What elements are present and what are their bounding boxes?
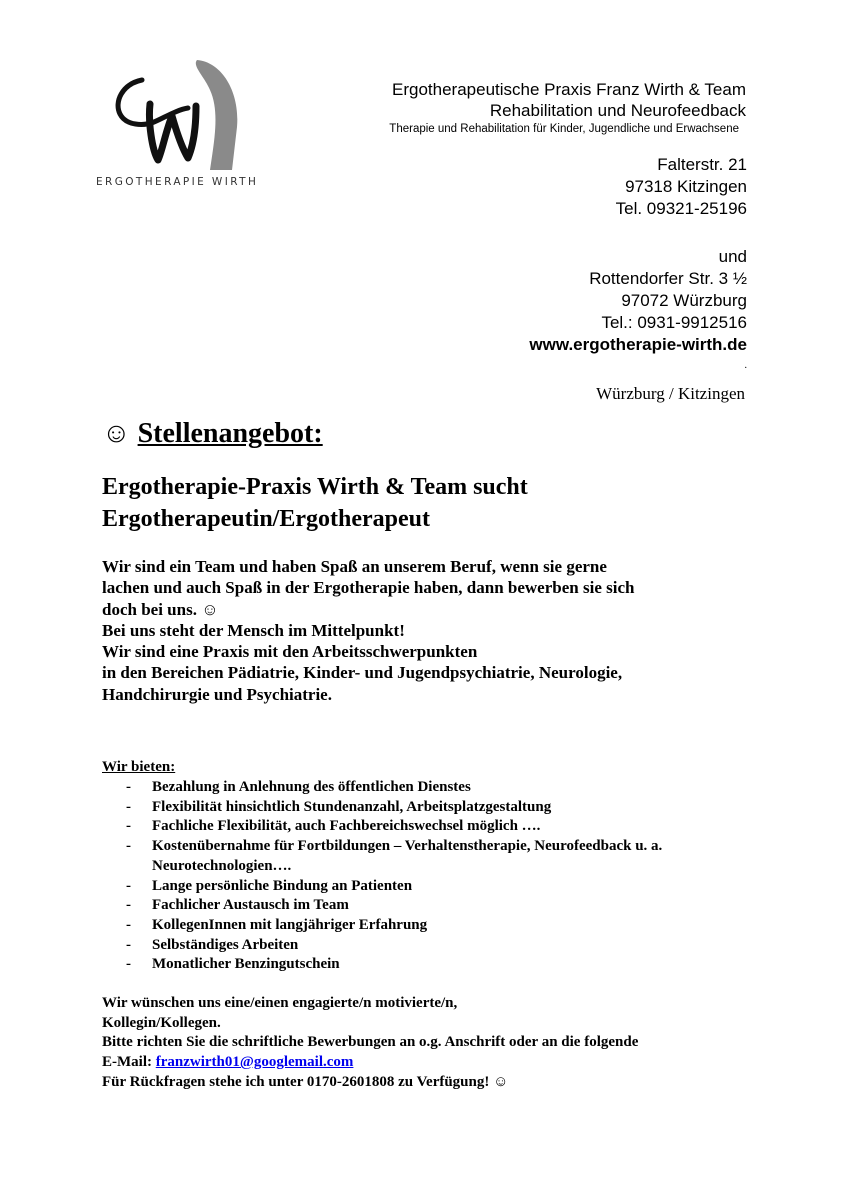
offers-title: Wir bieten: [102, 759, 176, 775]
street-kitzingen: Falterstr. 21 [657, 155, 747, 174]
list-item [102, 955, 762, 975]
address-wuerzburg [529, 246, 747, 356]
email-link[interactable]: franzwirth01@googlemail.com [155, 1054, 354, 1071]
website-link[interactable]: www.ergotherapie-wirth.de [529, 335, 747, 354]
bullet-dash: - [126, 779, 131, 795]
intro-line: Wir sind ein Team und haben Spaß an unserem Beruf, wenn sie gerne [102, 557, 607, 576]
bullet-dash: - [126, 936, 131, 953]
offer-text: Flexibilität hinsichtlich Stundenanzahl, Arbeitsplatzgestaltung [152, 798, 552, 815]
closing-line-3: Bitte richten Sie die schriftliche Bewerbungen an o.g. Anschrift oder an die folgende [102, 1034, 639, 1051]
practice-tagline: Therapie und Rehabilitation für Kinder, Jugendliche und Erwachsene [389, 123, 739, 135]
and-label: und [718, 247, 747, 266]
list-item [102, 837, 762, 876]
list-item [102, 778, 762, 798]
bullet-dash: - [126, 897, 131, 914]
bullet-dash: - [126, 916, 131, 933]
job-offer-heading [102, 418, 323, 450]
email-line [102, 1053, 782, 1073]
offer-text: Lange persönliche Bindung an Patienten [152, 877, 413, 894]
bullet-dash: - [126, 877, 131, 894]
offer-text-continued: Neurotechnologien…. [152, 857, 292, 874]
offer-text: Monatlicher Benzingutschein [152, 956, 340, 973]
list-item [102, 936, 762, 956]
smiley-icon: ☺ [102, 418, 131, 449]
job-offer-subheading [102, 471, 762, 535]
closing-line-1: Wir wünschen uns eine/einen engagierte/n motivierte/n, [102, 995, 458, 1011]
email-label: E-Mail: [102, 1054, 156, 1071]
ergotherapie-wirth-logo [92, 52, 262, 192]
list-item [102, 798, 762, 818]
city-wuerzburg: 97072 Würzburg [621, 291, 747, 310]
offers-list [102, 778, 762, 975]
offer-text: Kostenübernahme für Fortbildungen – Verhaltenstherapie, Neurofeedback u. a. [152, 838, 663, 855]
closing-paragraph [102, 994, 782, 1093]
closing-line-2: Kollegin/Kollegen. [102, 1014, 221, 1031]
intro-line: Bei uns steht der Mensch im Mittelpunkt! [102, 620, 405, 640]
list-item [102, 896, 762, 916]
bullet-dash: - [126, 838, 131, 855]
intro-line: Wir sind eine Praxis mit den Arbeitsschwerpunkten [102, 642, 478, 662]
separator-dot: . [744, 360, 747, 371]
bullet-dash: - [126, 818, 131, 835]
phone-kitzingen: Tel. 09321-25196 [615, 199, 747, 218]
practice-name: Ergotherapeutische Praxis Franz Wirth & Team [392, 80, 746, 99]
intro-line: doch bei uns. ☺ [102, 599, 219, 619]
intro-paragraph [102, 556, 762, 705]
closing-line-5: Für Rückfragen stehe ich unter 0170-2601808 zu Verfügung! ☺ [102, 1073, 509, 1090]
bullet-dash: - [126, 798, 131, 815]
address-kitzingen [616, 154, 747, 220]
street-wuerzburg: Rottendorfer Str. 3 ½ [589, 269, 747, 288]
locations: Würzburg / Kitzingen [596, 384, 745, 403]
heading-text: Stellenangebot: [137, 418, 323, 449]
intro-line: Handchirurgie und Psychiatrie. [102, 684, 332, 704]
subheading-line-2: Ergotherapeutin/Ergotherapeut [102, 506, 430, 532]
offer-text: Bezahlung in Anlehnung des öffentlichen Dienstes [152, 779, 471, 795]
phone-wuerzburg: Tel.: 0931-9912516 [601, 313, 747, 332]
intro-line: lachen und auch Spaß in der Ergotherapie haben, dann bewerben sie sich [102, 578, 635, 598]
city-kitzingen: 97318 Kitzingen [625, 177, 747, 196]
intro-line: in den Bereichen Pädiatrie, Kinder- und Jugendpsychiatrie, Neurologie, [102, 663, 623, 683]
offer-text: Selbständiges Arbeiten [152, 936, 299, 953]
offer-text: Fachlicher Austausch im Team [152, 897, 349, 914]
offer-text: Fachliche Flexibilität, auch Fachbereichswechsel möglich …. [152, 818, 541, 835]
logo-swoosh-shape [196, 60, 238, 170]
offer-text: KollegenInnen mit langjähriger Erfahrung [152, 916, 428, 933]
subheading-line-1: Ergotherapie-Praxis Wirth & Team sucht [102, 474, 528, 500]
list-item [102, 817, 762, 837]
bullet-dash: - [126, 956, 131, 973]
practice-subtitle: Rehabilitation und Neurofeedback [489, 101, 746, 120]
list-item [102, 916, 762, 936]
list-item [102, 877, 762, 897]
logo-caption: ERGOTHERAPIE WIRTH [96, 176, 259, 188]
logo-w-stroke [118, 80, 188, 124]
